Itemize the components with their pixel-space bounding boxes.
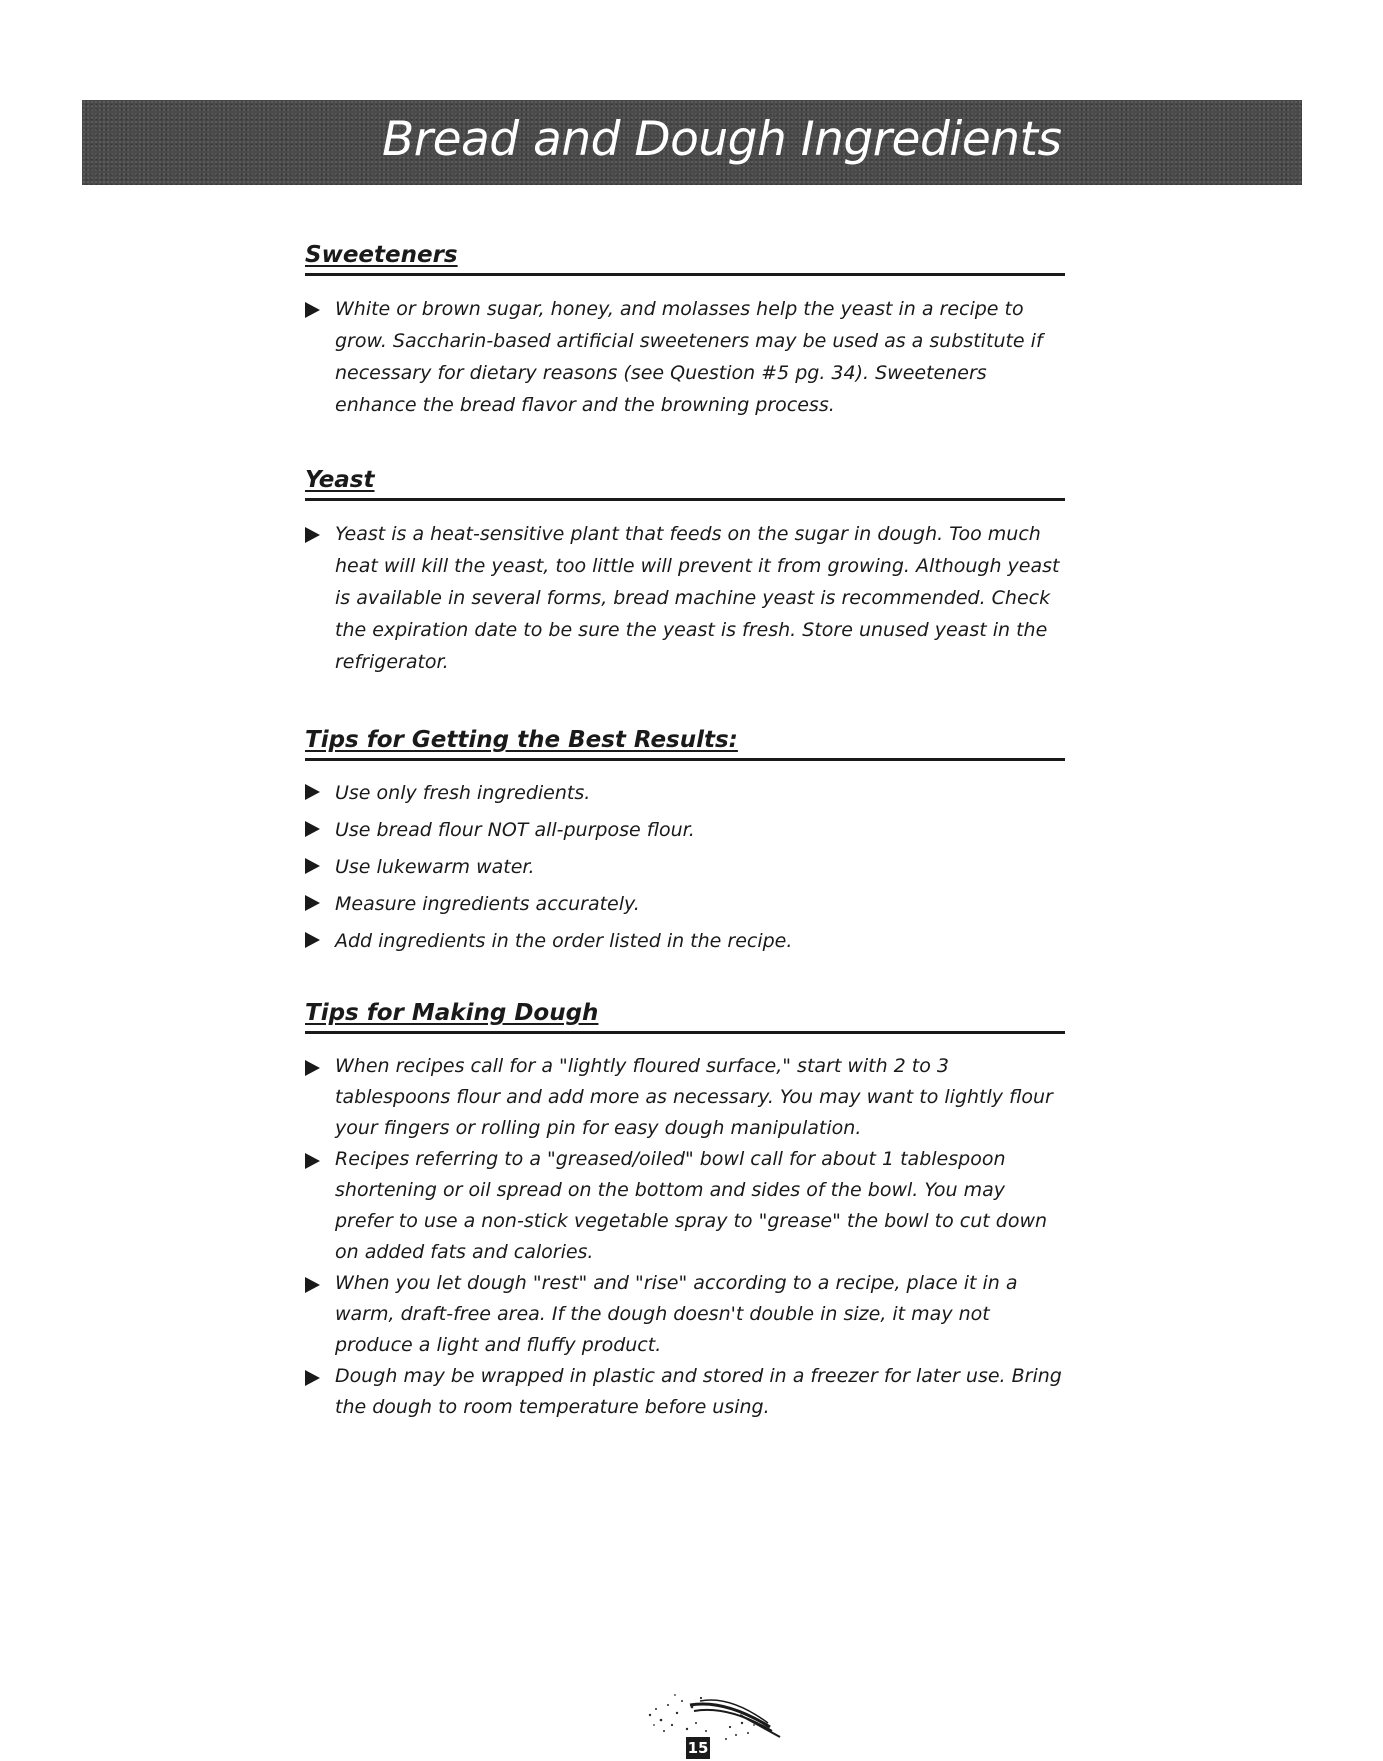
section-sweeteners — [305, 240, 1065, 421]
section-heading-tips-best-results: Tips for Getting the Best Results: — [305, 725, 1065, 761]
triangle-bullet-icon — [305, 932, 320, 948]
triangle-bullet-icon — [305, 1277, 320, 1293]
list-item — [305, 1051, 1065, 1144]
list-item — [305, 293, 1065, 421]
triangle-bullet-icon — [305, 1153, 320, 1169]
list-item — [305, 849, 1065, 886]
title-banner — [82, 100, 1302, 185]
page-title: Bread and Dough Ingredients — [382, 112, 1062, 167]
bullet-text: When recipes call for a "lightly floured surface," start with 2 to 3 tablespoons flour and add more as necessary. You may want to lightly flour your fingers or rolling pin for easy dough manipulation. — [335, 1055, 1053, 1139]
triangle-bullet-icon — [305, 527, 320, 543]
triangle-bullet-icon — [305, 895, 320, 911]
whisk-ornament-icon — [630, 1665, 790, 1745]
triangle-bullet-icon — [305, 302, 320, 318]
list-item — [305, 518, 1065, 678]
bullet-text: Add ingredients in the order listed in the recipe. — [335, 930, 793, 952]
section-heading-sweeteners: Sweeteners — [305, 240, 1065, 276]
list-item — [305, 1361, 1065, 1423]
list-item — [305, 775, 1065, 812]
list-item — [305, 1144, 1065, 1268]
bullet-list — [305, 293, 1065, 421]
section-tips-making-dough — [305, 998, 1065, 1423]
bullet-list — [305, 1051, 1065, 1423]
bullet-text: Use lukewarm water. — [335, 856, 535, 878]
bullet-text: Yeast is a heat-sensitive plant that feeds on the sugar in dough. Too much heat will kill the yeast, too little will prevent it from growing. Although yeast is available in several forms, bread machine yeast is recommended. Check the expiration date to be sure the yeast is fresh. Store unused yeast in the refrigerator. — [335, 523, 1060, 673]
section-heading-tips-making-dough: Tips for Making Dough — [305, 998, 1065, 1034]
bullet-text: Dough may be wrapped in plastic and stored in a freezer for later use. Bring the dough to room temperature before using. — [335, 1365, 1062, 1418]
bullet-text: Use only fresh ingredients. — [335, 782, 591, 804]
section-heading-yeast: Yeast — [305, 465, 1065, 501]
triangle-bullet-icon — [305, 1060, 320, 1076]
section-tips-best-results — [305, 725, 1065, 960]
triangle-bullet-icon — [305, 858, 320, 874]
triangle-bullet-icon — [305, 784, 320, 800]
list-item — [305, 812, 1065, 849]
triangle-bullet-icon — [305, 1370, 320, 1386]
bullet-list — [305, 775, 1065, 960]
bullet-text: Use bread flour NOT all-purpose flour. — [335, 819, 695, 841]
list-item — [305, 1268, 1065, 1361]
bullet-list — [305, 518, 1065, 678]
bullet-text: White or brown sugar, honey, and molasses help the yeast in a recipe to grow. Saccharin-based artificial sweeteners may be used as a substitute if necessary for dietary reasons (see Question #5 pg. 34). Sweeteners enhance the bread flavor and the browning process. — [335, 298, 1043, 416]
bullet-text: Recipes referring to a "greased/oiled" bowl call for about 1 tablespoon shortening or oil spread on the bottom and sides of the bowl. You may prefer to use a non-stick vegetable spray to "grease" the bowl to cut down on added fats and calories. — [335, 1148, 1048, 1263]
bullet-text: Measure ingredients accurately. — [335, 893, 640, 915]
list-item — [305, 886, 1065, 923]
triangle-bullet-icon — [305, 821, 320, 837]
section-yeast — [305, 465, 1065, 678]
bullet-text: When you let dough "rest" and "rise" according to a recipe, place it in a warm, draft-free area. If the dough doesn't double in size, it may not produce a light and fluffy product. — [335, 1272, 1018, 1356]
list-item — [305, 923, 1065, 960]
page-number: 15 — [687, 1739, 709, 1757]
